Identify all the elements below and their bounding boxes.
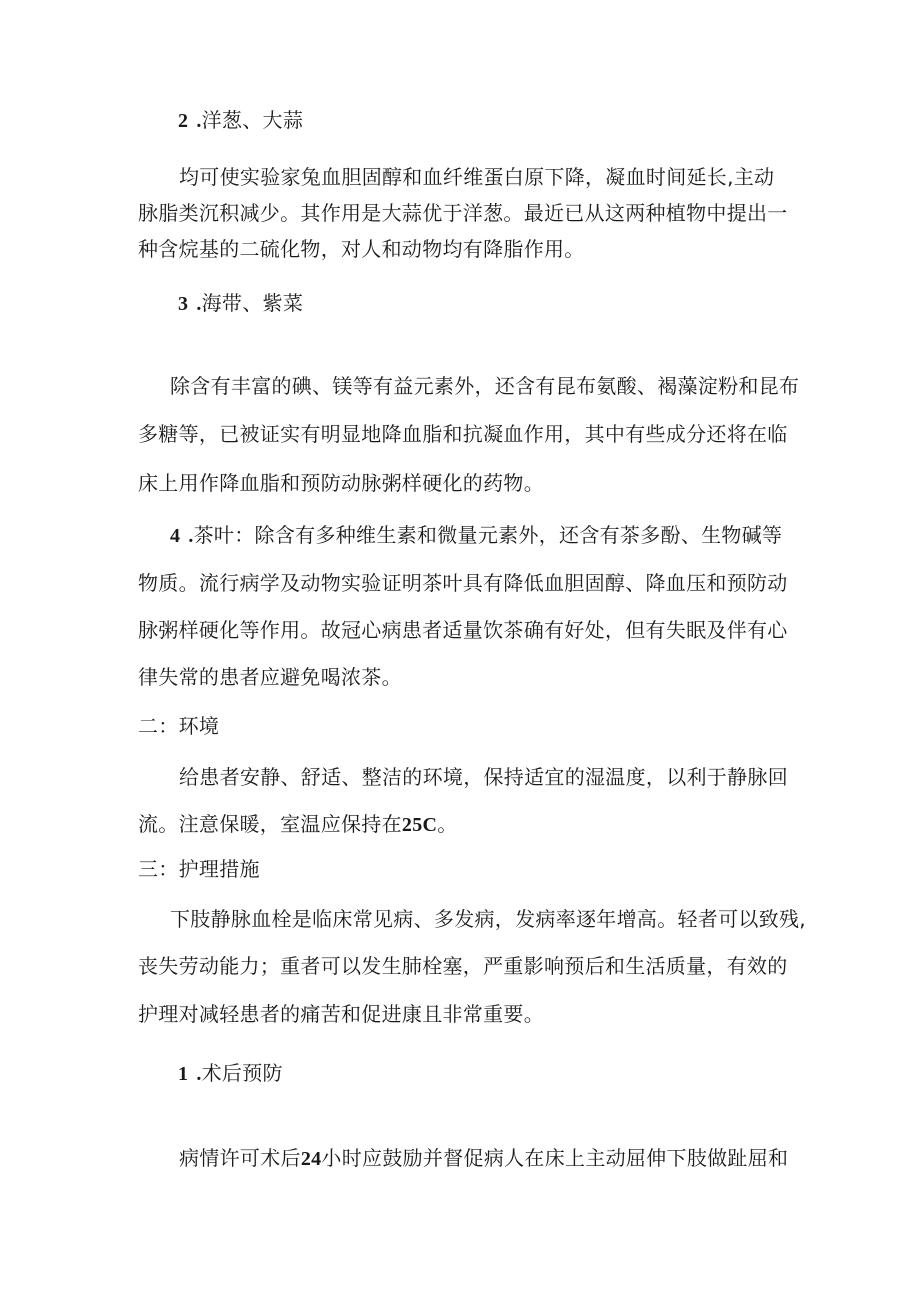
heading-seaweed [178, 290, 303, 317]
paragraph-line: 给患者安静、舒适、整洁的环境，保持适宜的湿温度，以利于静脉回 [179, 765, 788, 789]
text: 。 [437, 812, 458, 836]
paragraph-line: 除含有丰富的碘、镁等有益元素外，还含有昆布氨酸、褐藻淀粉和昆布 [170, 374, 800, 398]
paragraph-line-last [179, 1145, 788, 1172]
heading-dot: . [196, 1063, 202, 1085]
heading-postoperative [178, 1060, 283, 1087]
paragraph-line: 下肢静脉血栓是临床常见病、多发病，发病率逐年增高。轻者可以致残, [170, 907, 806, 931]
paragraph-line: 脉脂类沉积减少。其作用是大蒜优于洋葱。最近已从这两种植物中提出一 [138, 201, 788, 225]
text: 流。注意保暖，室温应保持在 [138, 812, 402, 836]
paragraph-line: 护理对减轻患者的痛苦和促进康且非常重要。 [138, 1002, 544, 1026]
paragraph-line: 均可使实验家兔血胆固醇和血纤维蛋白原下降，凝血时间延长,主动 [179, 165, 775, 189]
heading-number: 3 [178, 293, 189, 315]
tea-first-line: 茶叶：除含有多种维生素和微量元素外，还含有茶多酚、生物碱等 [193, 523, 783, 547]
paragraph-line: 律失常的患者应避免喝浓茶。 [138, 665, 402, 689]
heading-text: 洋葱、大蒜 [201, 108, 304, 132]
paragraph-line: 多糖等，已被证实有明显地降血脂和抗凝血作用，其中有些成分还将在临 [138, 422, 788, 446]
text: 病情许可术后 [179, 1146, 301, 1170]
heading-dot: . [188, 525, 194, 547]
heading-number: 2 [178, 110, 189, 132]
heading-number: 4 [170, 525, 181, 547]
section-heading-care: 三：护理措施 [138, 857, 260, 881]
heading-dot: . [196, 293, 202, 315]
heading-onion-garlic [178, 107, 303, 134]
paragraph-line: 物质。流行病学及动物实验证明茶叶具有降低血胆固醇、降血压和预防动 [138, 571, 788, 595]
temperature-value: 25C [401, 814, 438, 836]
paragraph-line: 种含烷基的二硫化物，对人和动物均有降脂作用。 [138, 237, 585, 261]
paragraph-line: 丧失劳动能力；重者可以发生肺栓塞，严重影响预后和生活质量，有效的 [138, 954, 788, 978]
heading-number: 1 [178, 1063, 189, 1085]
paragraph-line: 脉粥样硬化等作用。故冠心病患者适量饮茶确有好处，但有失眠及伴有心 [138, 618, 788, 642]
text: 小时应鼓励并督促病人在床上主动屈伸下肢做趾屈和 [321, 1146, 789, 1170]
hours-value: 24 [300, 1148, 322, 1170]
paragraph-line: 床上用作降血脂和预防动脉粥样硬化的药物。 [138, 471, 544, 495]
heading-tea [170, 522, 782, 549]
heading-text: 术后预防 [201, 1061, 283, 1085]
heading-text: 海带、紫菜 [201, 291, 304, 315]
heading-dot: . [196, 110, 202, 132]
paragraph-line-temperature [138, 811, 458, 838]
section-heading-environment: 二：环境 [138, 714, 220, 738]
